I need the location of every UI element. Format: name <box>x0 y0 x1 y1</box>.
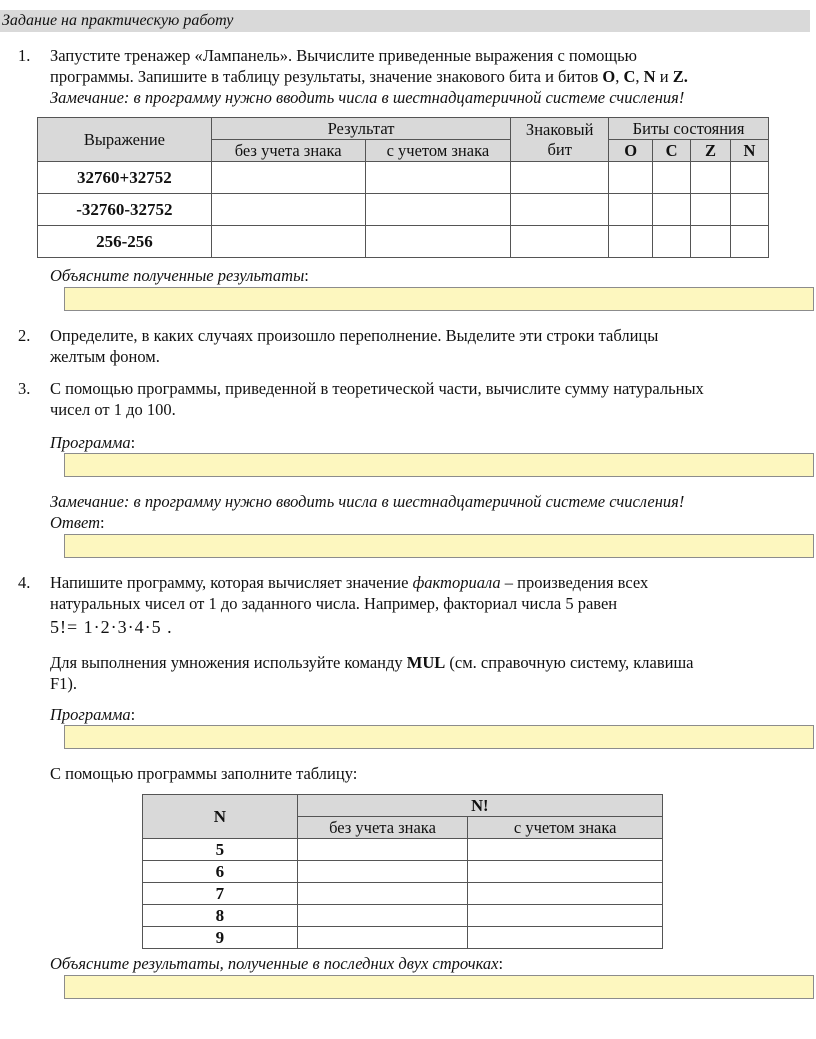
answer-cell[interactable] <box>691 226 731 258</box>
task-4-mul-text <box>50 652 810 694</box>
answer-cell[interactable] <box>609 162 653 194</box>
task-1-note: Замечание: в программу нужно вводить числа в шестнадцатеричной системе счисления! <box>50 88 685 107</box>
task-4-mul-line-1 <box>50 652 810 673</box>
explain-label-text: Объясните полученные результаты <box>50 266 305 285</box>
separator: , <box>635 67 644 86</box>
flag-c-label: C <box>623 67 636 86</box>
table-row <box>143 861 663 883</box>
program-label-text: Программа <box>50 433 131 452</box>
answer-cell[interactable] <box>468 905 663 927</box>
header-expression: Выражение <box>38 118 212 162</box>
answer-cell[interactable] <box>211 226 365 258</box>
header-flag-o: O <box>609 140 653 162</box>
answer-cell[interactable] <box>468 927 663 949</box>
answer-cell[interactable] <box>297 861 468 883</box>
header-sign-bit-line-1: Знаковый <box>525 119 594 139</box>
n-value-cell: 9 <box>143 927 298 949</box>
answer-cell[interactable] <box>511 226 609 258</box>
task-2-text <box>50 325 810 367</box>
task-4-explain-answer-box[interactable] <box>64 975 814 999</box>
header-n-factorial: N! <box>297 795 662 817</box>
task-3-number: 3. <box>18 379 31 398</box>
task-4-text <box>50 572 810 638</box>
colon: : <box>130 705 136 724</box>
expression-cell: -32760-32752 <box>38 194 212 226</box>
colon: : <box>130 433 136 452</box>
task-4-program-label <box>50 704 810 725</box>
table-row <box>143 905 663 927</box>
task-3-program-label <box>50 432 810 453</box>
header-signed: с учетом знака <box>468 817 663 839</box>
task-1-line-1: Запустите тренажер «Лампанель». Вычислите приведенные выражения с помощью <box>50 46 637 65</box>
expression-cell: 256-256 <box>38 226 212 258</box>
header-unsigned: без учета знака <box>297 817 468 839</box>
task-3-answer-box[interactable] <box>64 534 814 558</box>
flag-o-label: O <box>602 67 616 86</box>
factorial-formula: 5!= 1·2·3·4·5 . <box>50 617 173 637</box>
colon: : <box>100 513 105 532</box>
answer-cell[interactable] <box>211 162 365 194</box>
task-4-explain-label <box>50 953 810 974</box>
answer-cell[interactable] <box>511 194 609 226</box>
separator: , <box>615 67 624 86</box>
answer-cell[interactable] <box>730 194 768 226</box>
task-3-note: Замечание: в программу нужно вводить числа в шестнадцатеричной системе счисления! <box>50 492 685 511</box>
task-4-line-2: натуральных чисел от 1 до заданного числа. Например, факториал числа 5 равен <box>50 594 618 613</box>
answer-cell[interactable] <box>297 927 468 949</box>
answer-cell[interactable] <box>468 839 663 861</box>
mul-text: Для выполнения умножения используйте команду <box>50 653 407 672</box>
answer-cell[interactable] <box>365 194 511 226</box>
header-flag-n: N <box>730 140 768 162</box>
mul-command: MUL <box>406 653 446 672</box>
task-2-line-1: Определите, в каких случаях произошло переполнение. Выделите эти строки таблицы <box>50 326 659 345</box>
header-result: Результат <box>211 118 510 140</box>
task-2-line-2: желтым фоном. <box>50 347 160 366</box>
task-4-number: 4. <box>18 573 31 592</box>
factorial-term: факториала <box>412 573 501 592</box>
task-2-number: 2. <box>18 326 31 345</box>
answer-cell[interactable] <box>609 194 653 226</box>
answer-cell[interactable] <box>297 883 468 905</box>
task-3-text <box>50 378 810 420</box>
answer-cell[interactable] <box>211 194 365 226</box>
n-value-cell: 7 <box>143 883 298 905</box>
task-4-program-answer-box[interactable] <box>64 725 814 749</box>
task-4-fill-table-text: С помощью программы заполните таблицу: <box>50 764 358 783</box>
answer-cell[interactable] <box>653 194 691 226</box>
flag-z-label: Z. <box>672 67 688 86</box>
header-flag-z: Z <box>691 140 731 162</box>
task-3-answer-label <box>50 512 810 533</box>
task-1-line-2-text: программы. Запишите в таблицу результаты, значение знакового бита и битов <box>50 67 603 86</box>
section-title: Задание на практическую работу <box>2 12 234 29</box>
flag-n-label: N <box>643 67 656 86</box>
header-unsigned: без учета знака <box>211 140 365 162</box>
table-row <box>38 162 769 194</box>
answer-cell[interactable] <box>297 839 468 861</box>
table-row <box>143 883 663 905</box>
header-flag-c: C <box>653 140 691 162</box>
task-4-line-1 <box>50 572 810 593</box>
answer-cell[interactable] <box>297 905 468 927</box>
expression-cell: 32760+32752 <box>38 162 212 194</box>
mul-text-rest: (см. справочную систему, клавиша <box>445 653 694 672</box>
conjunction: и <box>655 67 673 86</box>
header-status-bits: Биты состояния <box>609 118 769 140</box>
answer-cell[interactable] <box>653 162 691 194</box>
header-n: N <box>143 795 298 839</box>
n-value-cell: 5 <box>143 839 298 861</box>
table-row <box>143 927 663 949</box>
answer-cell[interactable] <box>511 162 609 194</box>
explain-label-text: Объясните результаты, полученные в последних двух строчках <box>50 954 499 973</box>
task-3-line-2: чисел от 1 до 100. <box>50 400 176 419</box>
table-row <box>143 839 663 861</box>
expressions-table <box>37 117 769 258</box>
task-1-line-2 <box>50 66 810 87</box>
answer-cell[interactable] <box>468 883 663 905</box>
n-value-cell: 6 <box>143 861 298 883</box>
task-3-line-1: С помощью программы, приведенной в теоретической части, вычислите сумму натуральных <box>50 379 704 398</box>
section-header <box>0 10 810 32</box>
colon: : <box>498 954 504 973</box>
answer-cell[interactable] <box>365 162 511 194</box>
answer-cell[interactable] <box>653 226 691 258</box>
task-1-number: 1. <box>18 46 31 65</box>
answer-cell[interactable] <box>730 162 768 194</box>
task-1-text <box>50 45 810 108</box>
colon: : <box>304 266 309 285</box>
answer-cell[interactable] <box>468 861 663 883</box>
table-row <box>38 194 769 226</box>
answer-cell[interactable] <box>730 226 768 258</box>
header-signed: с учетом знака <box>365 140 511 162</box>
table-row <box>38 226 769 258</box>
answer-cell[interactable] <box>691 162 731 194</box>
factorial-table <box>142 794 663 949</box>
task-4-line-1-rest: – произведения всех <box>500 573 649 592</box>
header-sign-bit <box>511 118 609 162</box>
program-label-text: Программа <box>50 705 131 724</box>
answer-cell[interactable] <box>691 194 731 226</box>
task-4-line-1-text: Напишите программу, которая вычисляет значение <box>50 573 413 592</box>
answer-cell[interactable] <box>365 226 511 258</box>
header-sign-bit-line-2: бит <box>547 139 572 159</box>
task-1-explain-answer-box[interactable] <box>64 287 814 311</box>
task-1-explain-label <box>50 265 810 286</box>
n-value-cell: 8 <box>143 905 298 927</box>
answer-cell[interactable] <box>609 226 653 258</box>
task-3-program-answer-box[interactable] <box>64 453 814 477</box>
task-4-mul-line-2: F1). <box>50 674 78 693</box>
answer-label-text: Ответ <box>50 513 101 532</box>
